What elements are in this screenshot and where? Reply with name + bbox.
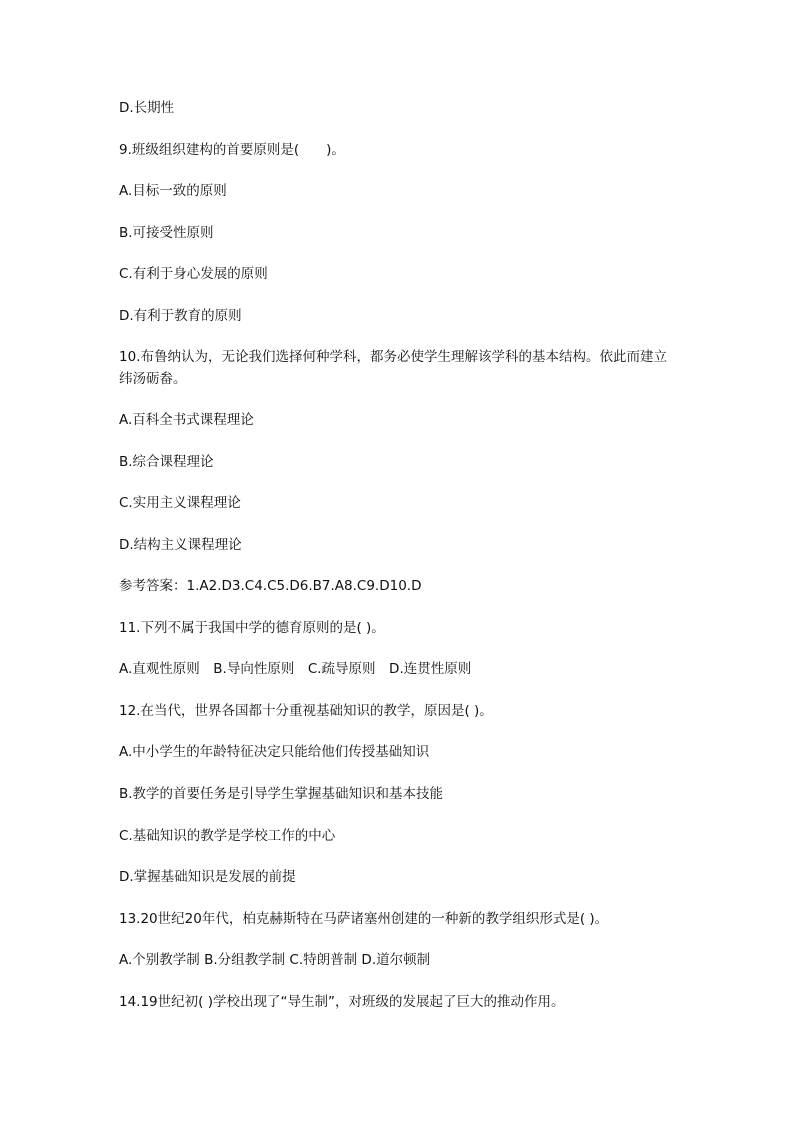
answer-key: 参考答案：1.A2.D3.C4.C5.D6.B7.A8.C9.D10.D	[119, 578, 422, 594]
q10-option-b: B.综合课程理论	[119, 454, 214, 470]
q13-options: A.个别教学制 B.分组教学制 C.特朗普制 D.道尔顿制	[119, 952, 431, 968]
q10-question: 10.布鲁纳认为，无论我们选择何种学科，都务必使学生理解该学科的基本结构。依此而建立纬汤砺畚。	[119, 349, 667, 387]
q12-option-a: A.中小学生的年龄特征决定只能给他们传授基础知识	[119, 744, 430, 760]
q8-option-d: D.长期性	[119, 100, 175, 116]
q11-question: 11.下列不属于我国中学的德育原则的是( )。	[119, 620, 385, 636]
q9-option-b: B.可接受性原则	[119, 225, 214, 241]
q12-question: 12.在当代，世界各国都十分重视基础知识的教学，原因是( )。	[119, 703, 493, 719]
q13-question: 13.20世纪20年代，柏克赫斯特在马萨诸塞州创建的一种新的教学组织形式是( )。	[119, 911, 609, 927]
q10-option-c: C.实用主义课程理论	[119, 495, 241, 511]
q12-option-d: D.掌握基础知识是发展的前提	[119, 869, 296, 885]
q12-option-c: C.基础知识的教学是学校工作的中心	[119, 828, 336, 844]
q11-options: A.直观性原则 B.导向性原则 C.疏导原则 D.连贯性原则	[119, 661, 472, 677]
q10-option-a: A.百科全书式课程理论	[119, 412, 254, 428]
q9-option-d: D.有利于教育的原则	[119, 308, 242, 324]
q9-option-a: A.目标一致的原则	[119, 183, 227, 199]
q10-option-d: D.结构主义课程理论	[119, 537, 242, 553]
q12-option-b: B.教学的首要任务是引导学生掌握基础知识和基本技能	[119, 786, 444, 802]
q14-question: 14.19世纪初( )学校出现了“导生制”，对班级的发展起了巨大的推动作用。	[119, 994, 565, 1010]
q9-question: 9.班级组织建构的首要原则是( )。	[119, 142, 345, 158]
q9-option-c: C.有利于身心发展的原则	[119, 266, 268, 282]
